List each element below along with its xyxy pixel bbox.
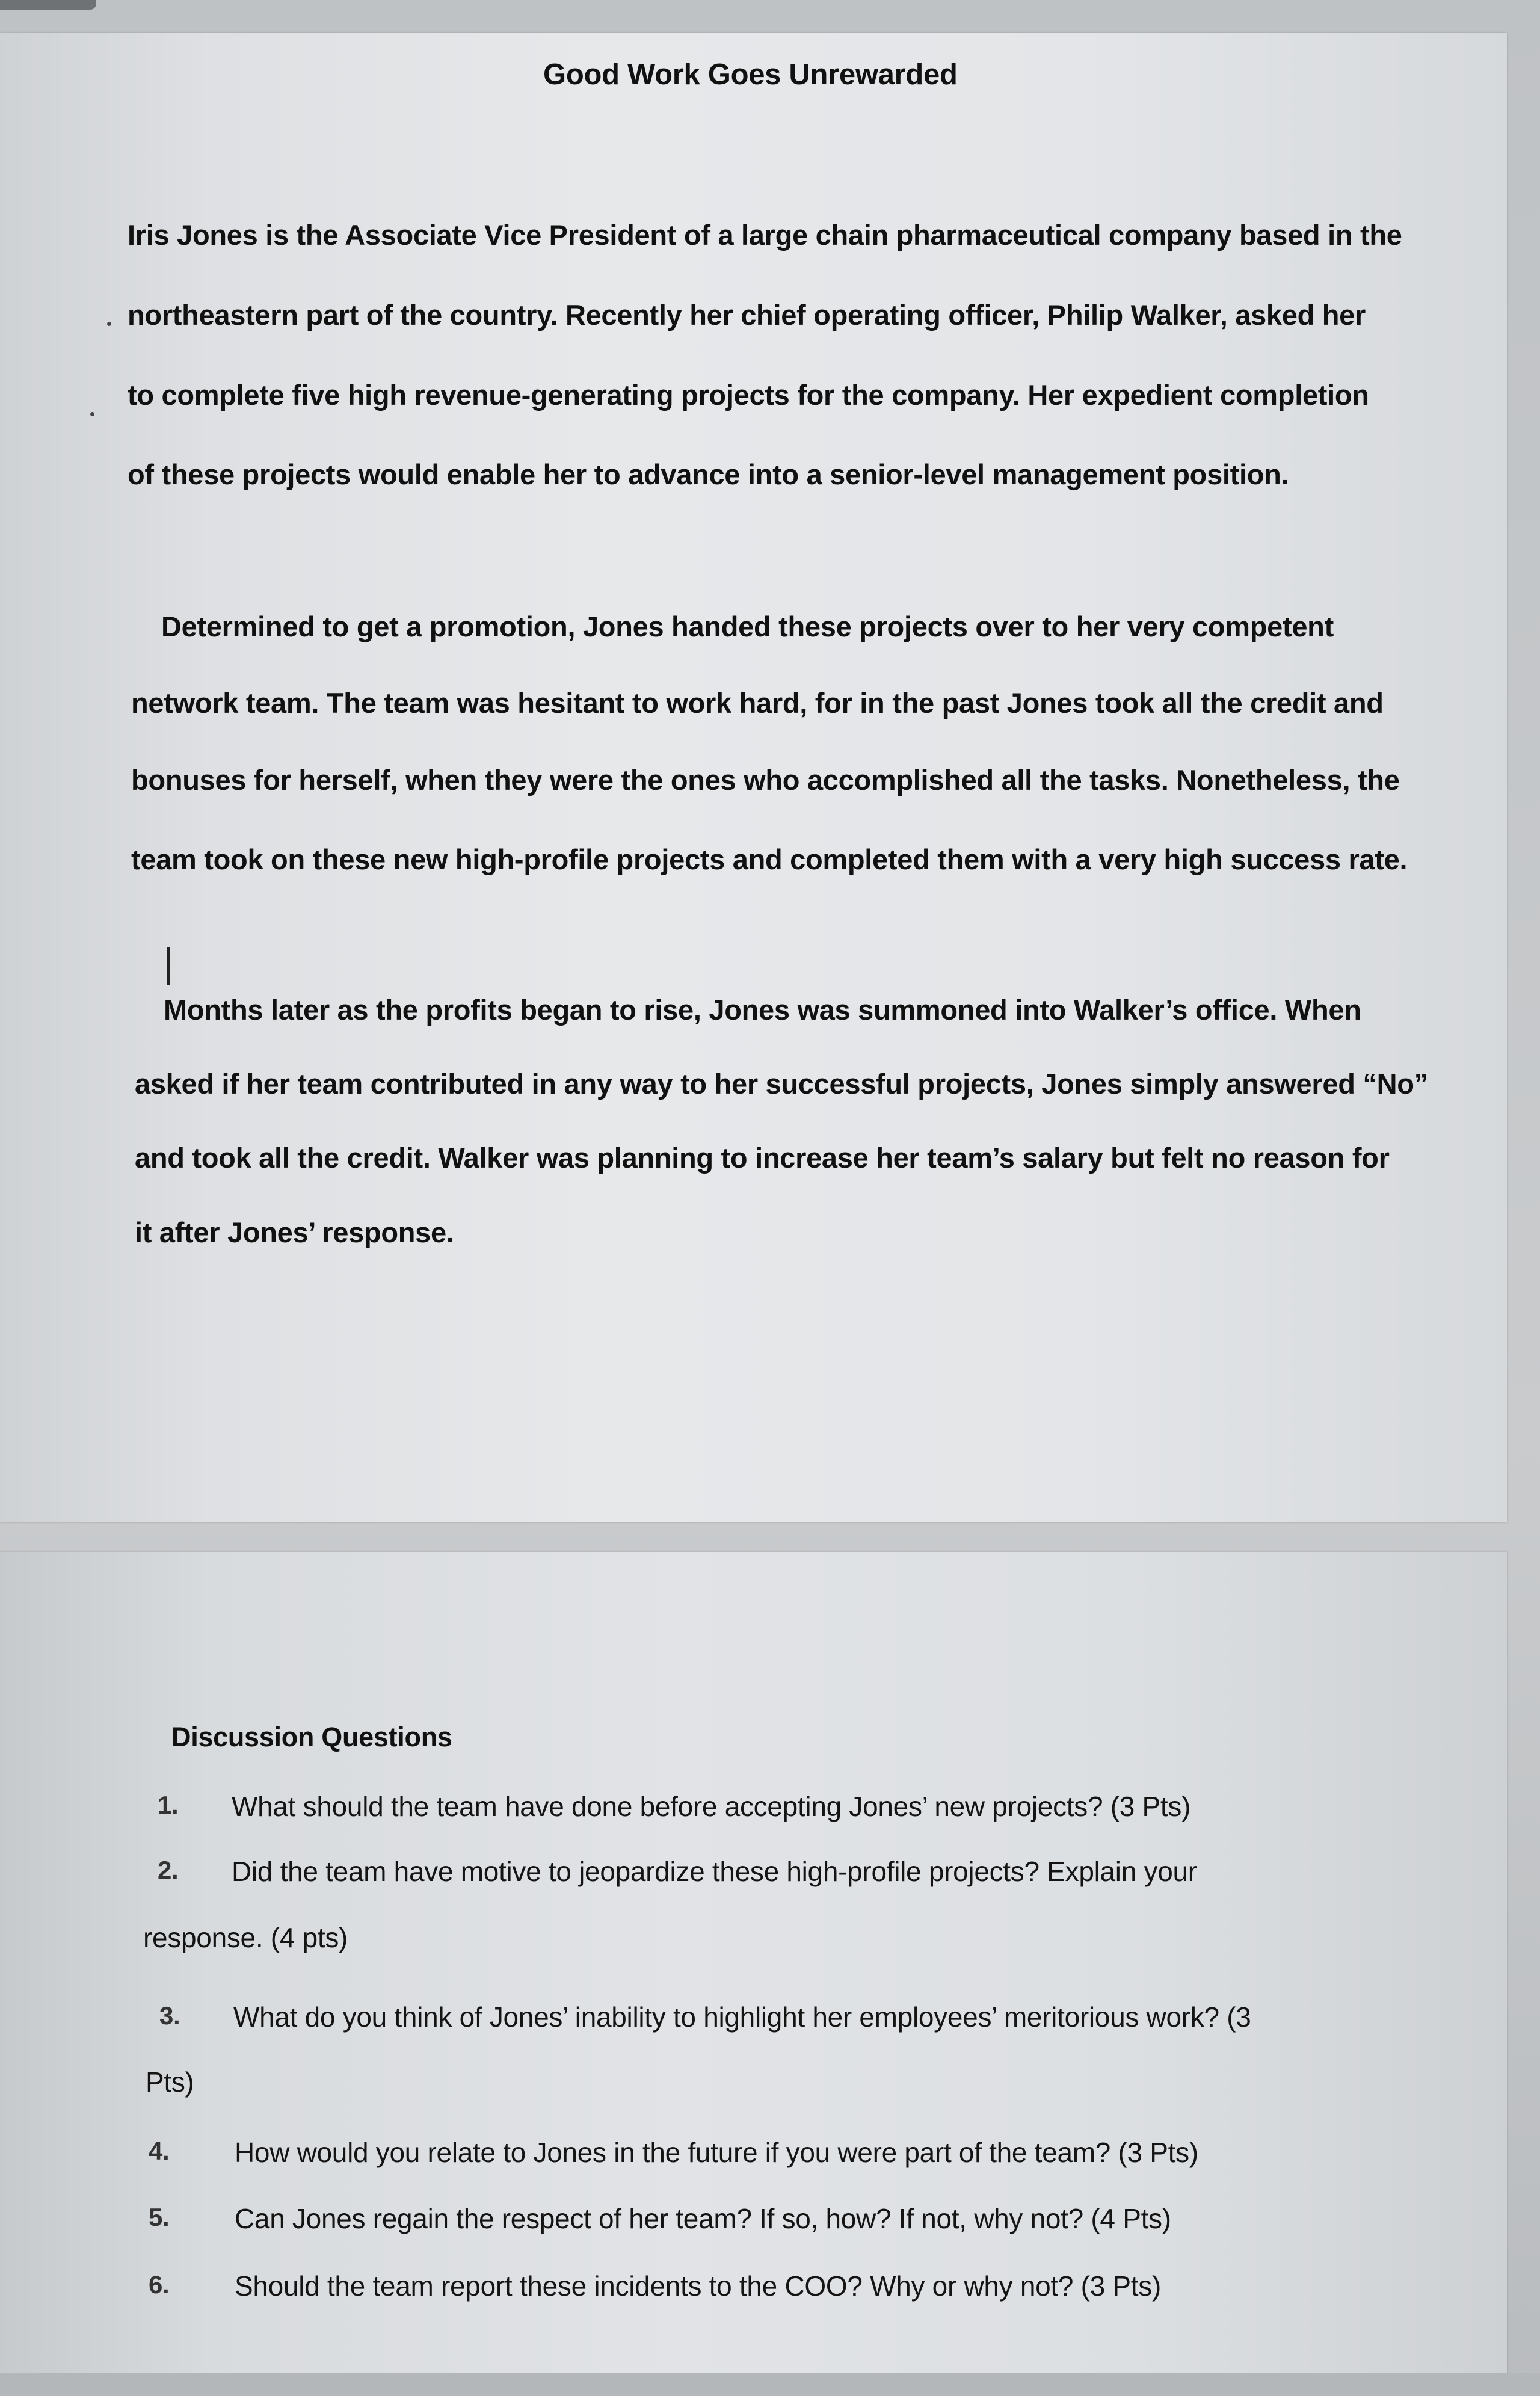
question-number-6: 6. <box>149 2270 170 2299</box>
question-2-line-2: response. (4 pts) <box>143 1922 348 1953</box>
paragraph-1-line-4: of these projects would enable her to advance into a senior-level management position. <box>128 458 1289 490</box>
question-number-4: 4. <box>149 2137 170 2165</box>
paper-speck <box>107 322 111 326</box>
document-page-1 <box>0 33 1507 1522</box>
question-2-line-1: Did the team have motive to jeopardize these high-profile projects? Explain your <box>232 1856 1197 1887</box>
paragraph-2-line-3: bonuses for herself, when they were the ones who accomplished all the tasks. Nonetheless, the <box>131 764 1400 796</box>
question-3-line-1: What do you think of Jones’ inability to highlight her employees’ meritorious work? (3 <box>233 2001 1251 2033</box>
paragraph-1-line-3: to complete five high revenue-generating projects for the company. Her expedient completion <box>128 379 1369 411</box>
desk-surface <box>0 2373 1540 2396</box>
question-number-3: 3. <box>159 2001 180 2030</box>
paragraph-3-line-3: and took all the credit. Walker was planning to increase her team’s salary but felt no reason for <box>135 1142 1390 1174</box>
paragraph-3-line-2: asked if her team contributed in any way to her successful projects, Jones simply answered “No” <box>135 1068 1428 1100</box>
paragraph-2-line-4: team took on these new high-profile projects and completed them with a very high success rate. <box>131 843 1408 875</box>
question-number-1: 1. <box>158 1791 179 1819</box>
paragraph-1-line-1: Iris Jones is the Associate Vice President of a large chain pharmaceutical company based in the <box>128 219 1402 251</box>
question-4-line-1: How would you relate to Jones in the future if you were part of the team? (3 Pts) <box>235 2137 1198 2168</box>
question-number-2: 2. <box>158 1856 179 1884</box>
discussion-heading: Discussion Questions <box>171 1722 452 1752</box>
paragraph-3-line-1: Months later as the profits began to rise, Jones was summoned into Walker’s office. When <box>164 994 1361 1026</box>
paragraph-2-line-1: Determined to get a promotion, Jones handed these projects over to her very competent <box>161 611 1334 642</box>
text-cursor <box>167 947 170 985</box>
paragraph-3-line-4: it after Jones’ response. <box>135 1216 454 1248</box>
paper-speck <box>90 412 94 416</box>
question-3-line-2: Pts) <box>146 2066 194 2098</box>
document-page-2 <box>0 1552 1507 2373</box>
question-5-line-1: Can Jones regain the respect of her team? If so, how? If not, why not? (4 Pts) <box>235 2203 1171 2234</box>
document-title: Good Work Goes Unrewarded <box>543 58 958 91</box>
paragraph-1-line-2: northeastern part of the country. Recently her chief operating officer, Philip Walker, asked her <box>128 299 1366 331</box>
question-6-line-1: Should the team report these incidents to the COO? Why or why not? (3 Pts) <box>235 2270 1162 2302</box>
paragraph-2-line-2: network team. The team was hesitant to work hard, for in the past Jones took all the credit and <box>131 687 1384 719</box>
page-edge-artifact <box>0 0 96 10</box>
question-1-line-1: What should the team have done before accepting Jones’ new projects? (3 Pts) <box>232 1791 1191 1822</box>
question-number-5: 5. <box>149 2203 170 2231</box>
